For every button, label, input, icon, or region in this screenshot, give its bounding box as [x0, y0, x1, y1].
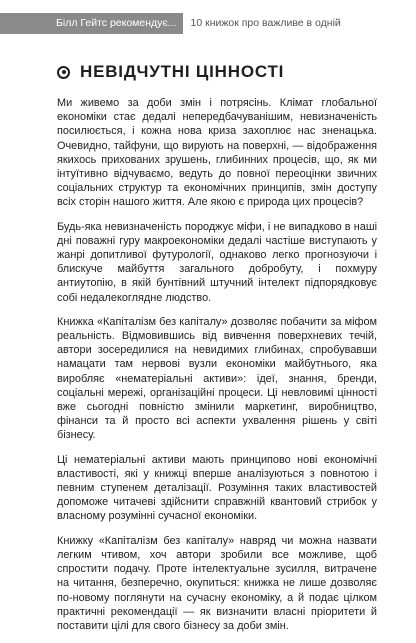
body-paragraph: Книжку «Капіталізм без капіталу» навряд чи можна назвати легким чтивом, хоч автори зробили все можливе, щоб спростити подачу. Проте інтелектуальне зусилля, витрачене на читання, безперечно, окупиться: книжка не лише дозволяє по-новому поглянути на сучасну економіку, а й подає цілком практичні рекомендації — як визначити власні пріоритети й поставити цілі для свого бізнесу за доби змін.	[57, 534, 377, 632]
body-paragraph: Будь-яка невизначеність породжує міфи, і не випадково в наші дні поважні гуру макроекономіки дедалі частіше виступають у жанрі допитливої футурології, однаково легко прогнозуючи і блискуче майбуття загального добробуту, і похмуру антиутопію, в якій бунтівний штучний інтелект підпорядковує собі недалекоглядне людство.	[57, 220, 377, 304]
running-header	[0, 13, 341, 34]
book-title-tab: Білл Гейтс рекомендує...	[0, 13, 183, 34]
page-content	[57, 62, 377, 643]
body-paragraph: Ці нематеріальні активи мають принципово нові економічні властивості, які у книжці вперше аналізуються з повнотою і певним ступенем деталізації. Розуміння таких властивостей допоможе читачеві здійснити справжній квантовий стрибок у власному розумінні сучасної економіки.	[57, 453, 377, 523]
body-paragraph: Книжка «Капіталізм без капіталу» дозволяє побачити за міфом реальність. Відмовившись від вивчення поверхневих течій, автори зосередилися на невидимих глибинах, спробувавши намацати там нервові вузли економіки майбутнього, яка виробляє «нематеріальні активи»: ідеї, знання, бренди, соціальні мережі, організаційні процеси. Ці невловимі цінності вже сьогодні повністю змінили маркетинг, виробництво, фінанси та й просто всі аспекти ухвалення рішень у світі бізнесу.	[57, 315, 377, 442]
section-heading	[57, 62, 377, 82]
body-paragraph: Ми живемо за доби змін і потрясінь. Клімат глобальної економіки стає дедалі непередбачуванішим, невизначеність посилюється, і кожна нова криза захоплює нас зненацька. Очевидно, тайфуни, що вирують на поверхні, — відображення якихось прихованих зрушень, глибинних процесів, що, як ми інтуїтивно відчуваємо, ведуть до повної переоцінки звичних соціальних структур та економічних принципів, змін доступу всіх сторін нашого життя. Але якою є природа цих процесів?	[57, 97, 377, 209]
circle-dot-icon	[57, 66, 70, 79]
series-subtitle: 10 книжок про важливе в одній	[190, 17, 341, 29]
section-title: НЕВІДЧУТНІ ЦІННОСТІ	[80, 62, 285, 81]
